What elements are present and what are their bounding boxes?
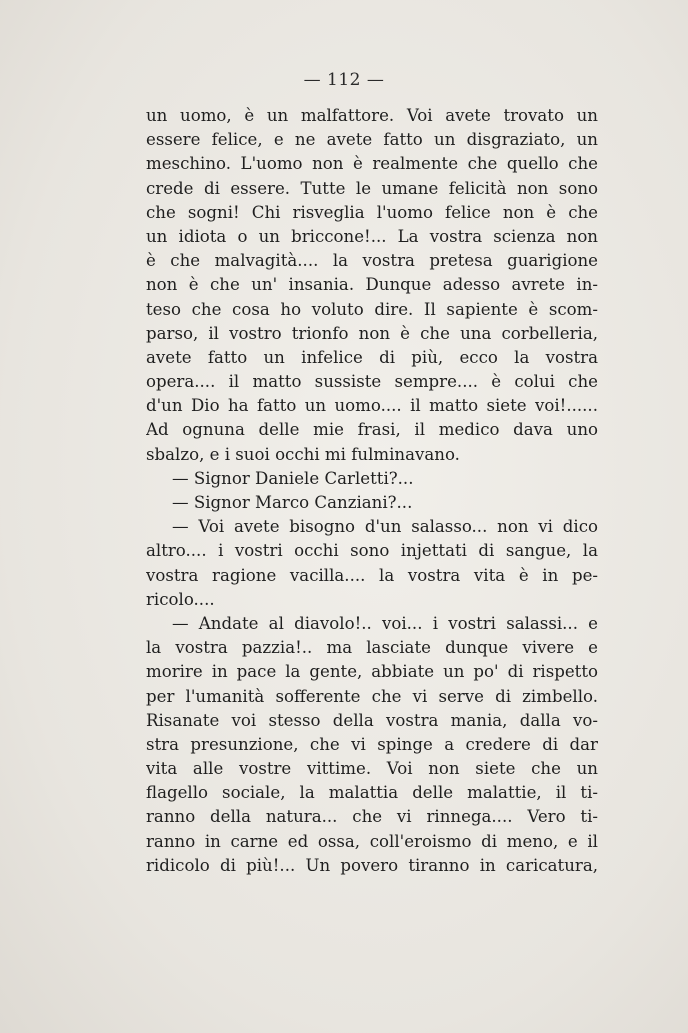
- text-line: teso che cosa ho voluto dire. Il sapiente è scom-: [146, 299, 598, 319]
- text-line: flagello sociale, la malattia delle malattie, il ti-: [146, 783, 598, 803]
- text-line: la vostra pazzia!.. ma lasciate dunque vivere e: [146, 638, 598, 658]
- page-number: — 112 —: [303, 70, 385, 90]
- text-line: — Signor Marco Canziani?...: [172, 493, 413, 512]
- text-line: Risanate voi stesso della vostra mania, dalla vo-: [146, 710, 598, 730]
- text-line: altro.... i vostri occhi sono injettati di sangue, la: [146, 541, 598, 561]
- text-line: Ad ognuna delle mie frasi, il medico dava uno: [146, 420, 598, 440]
- text-line: un idiota o un briccone!... La vostra scienza non: [146, 226, 598, 246]
- text-line: ridicolo di più!... Un povero tiranno in caricatura,: [146, 855, 598, 875]
- text-line: essere felice, e ne avete fatto un disgraziato, un: [146, 130, 598, 150]
- text-line: ranno in carne ed ossa, coll'eroismo di meno, e il: [146, 831, 598, 851]
- text-line: opera.... il matto sussiste sempre.... è colui che: [146, 372, 598, 392]
- text-line: che sogni! Chi risveglia l'uomo felice non è che: [146, 202, 598, 222]
- text-line: vostra ragione vacilla.... la vostra vita è in pe-: [146, 565, 598, 585]
- text-line: — Andate al diavolo!.. voi... i vostri salassi... e: [172, 613, 598, 633]
- text-line: è che malvagità.... la vostra pretesa guarigione: [146, 251, 598, 271]
- text-line: un uomo, è un malfattore. Voi avete trovato un: [146, 106, 598, 125]
- body-text: [146, 104, 598, 878]
- text-line: parso, il vostro trionfo non è che una corbelleria,: [146, 323, 598, 343]
- text-line: meschino. L'uomo non è realmente che quello che: [146, 154, 598, 174]
- text-line: — Voi avete bisogno d'un salasso... non vi dico: [172, 517, 598, 537]
- text-line: stra presunzione, che vi spinge a credere di dar: [146, 734, 598, 754]
- text-line: crede di essere. Tutte le umane felicità non sono: [146, 178, 598, 198]
- text-line: ranno della natura... che vi rinnega.... Vero ti-: [146, 807, 598, 827]
- text-line: avete fatto un infelice di più, ecco la vostra: [146, 347, 598, 367]
- text-line: morire in pace la gente, abbiate un po' di rispetto: [146, 662, 598, 682]
- text-line: per l'umanità sofferente che vi serve di zimbello.: [146, 686, 598, 706]
- text-line: ricolo....: [146, 589, 215, 609]
- text-line: d'un Dio ha fatto un uomo.... il matto siete voi!......: [146, 396, 598, 416]
- text-line: vita alle vostre vittime. Voi non siete che un: [146, 759, 598, 779]
- text-line: — Signor Daniele Carletti?...: [172, 468, 414, 488]
- text-line: sbalzo, e i suoi occhi mi fulminavano.: [146, 444, 460, 464]
- text-line: non è che un' insania. Dunque adesso avrete in-: [146, 275, 598, 295]
